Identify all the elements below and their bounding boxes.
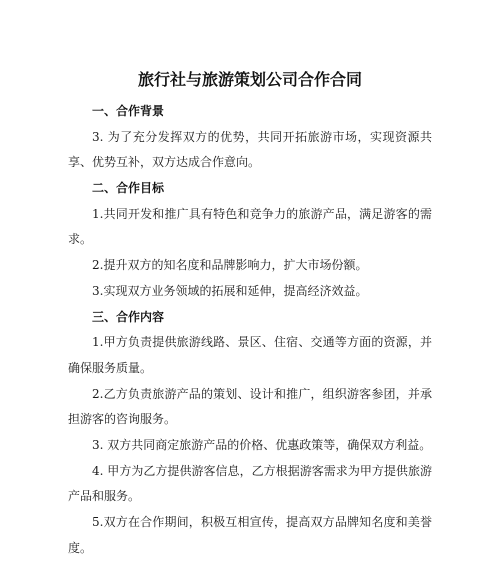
paragraph-line: 4. 甲方为乙方提供游客信息，乙方根据游客需求为甲方提供旅游	[92, 463, 432, 478]
paragraph-line: 确保服务质量。	[68, 360, 153, 375]
paragraph-line: 产品和服务。	[68, 489, 141, 504]
paragraph	[68, 125, 432, 176]
paragraph	[68, 253, 432, 279]
paragraph-line: 5.双方在合作期间，积极互相宣传，提高双方品牌知名度和美誉	[92, 515, 432, 529]
paragraph-line: 3.实现双方业务领域的拓展和延伸，提高经济效益。	[92, 283, 368, 298]
paragraph	[68, 279, 432, 305]
paragraph-line: 享、优势互补，双方达成合作意向。	[68, 155, 261, 170]
paragraph-line: 1.共同开发和推广具有特色和竞争力的旅游产品，满足游客的需	[92, 206, 432, 221]
paragraph-line: 1.甲方负责提供旅游线路、景区、住宿、交通等方面的资源，并	[92, 335, 432, 350]
paragraph	[68, 510, 432, 561]
document-title: 旅行社与旅游策划公司合作合同	[137, 70, 362, 89]
paragraph	[68, 202, 432, 253]
paragraph-line: 求。	[68, 232, 93, 247]
section-heading: 三、合作内容	[92, 309, 165, 324]
paragraph	[68, 433, 432, 459]
document	[68, 68, 432, 561]
paragraph-line: 度。	[68, 540, 93, 555]
paragraph	[68, 382, 432, 433]
paragraph	[68, 459, 432, 510]
paragraph-line: 2.乙方负责旅游产品的策划、设计和推广，组织游客参团，并承	[92, 386, 432, 401]
paragraph-line: 担游客的咨询服务。	[68, 412, 177, 427]
paragraph-line: 3. 为了充分发挥双方的优势，共同开拓旅游市场，实现资源共	[92, 129, 432, 144]
paragraph	[68, 330, 432, 381]
section-heading: 一、合作背景	[92, 104, 165, 118]
paragraph-line: 2.提升双方的知名度和品牌影响力，扩大市场份额。	[92, 258, 368, 273]
paragraph-line: 3. 双方共同商定旅游产品的价格、优惠政策等，确保双方利益。	[92, 437, 432, 452]
section-heading: 二、合作目标	[92, 181, 165, 196]
